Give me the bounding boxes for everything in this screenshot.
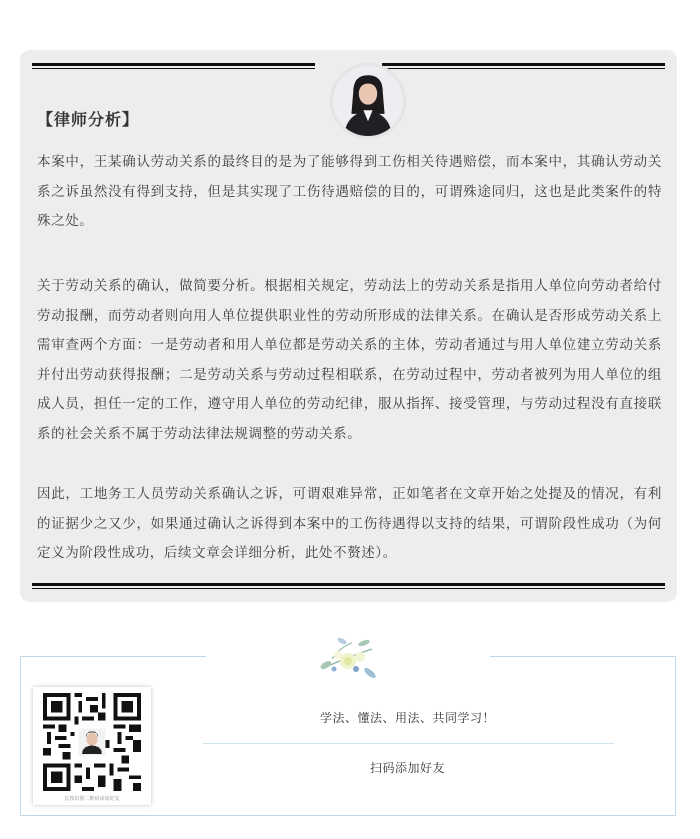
- footer-card: [20, 656, 676, 816]
- add-friend-text: 扫码添加好友: [369, 761, 445, 775]
- paragraph-2: 关于劳动关系的确认，做简要分析。根据相关规定，劳动法上的劳动关系是指用人单位向劳动者给付劳动报酬，而劳动者则向用人单位提供职业性的劳动所形成的法律关系。在确认是否形成劳动关系上需审查两个方面：一是劳动者和用人单位都是劳动关系的主体，劳动者通过与用人单位建立劳动关系并付出劳动获得报酬；二是劳动关系与劳动过程相联系，在劳动过程中，劳动者被列为用人单位的组成人员，担任一定的工作，遵守用人单位的劳动纪律，服从指挥、接受管理，与劳动过程没有直接联系的社会关系不属于劳动法律法规调整的劳动关系。: [37, 278, 662, 442]
- qr-caption: 长按识别二维码添加好友: [64, 796, 120, 802]
- lawyer-avatar-icon: [330, 63, 406, 139]
- top-rule-right: [382, 63, 665, 69]
- section-heading: 【律师分析】: [37, 110, 140, 129]
- qr-code-icon: [43, 693, 141, 791]
- slogan-text: 学法、懂法、用法、共同学习！: [319, 711, 495, 725]
- bottom-rule: [32, 583, 665, 589]
- paragraph-1: 本案中，王某确认劳动关系的最终目的是为了能够得到工伤相关待遇赔偿，而本案中，其确认劳动关系之诉虽然没有得到支持，但是其实现了工伤待遇赔偿的目的，可谓殊途同归，这也是此类案件的特殊之处。: [37, 154, 662, 229]
- qr-code-card: [33, 687, 151, 805]
- article-card: [20, 50, 677, 602]
- flower-decoration-icon: [312, 629, 388, 683]
- paragraph-3: 因此，工地务工人员劳动关系确认之诉，可谓艰难异常，正如笔者在文章开始之处提及的情况，有利的证据少之又少，如果通过确认之诉得到本案中的工伤待遇得以支持的结果，可谓阶段性成功（为何定义为阶段性成功，后续文章会详细分析，此处不赘述）。: [37, 486, 662, 561]
- footer-divider: [203, 743, 614, 744]
- top-rule-left: [32, 63, 315, 69]
